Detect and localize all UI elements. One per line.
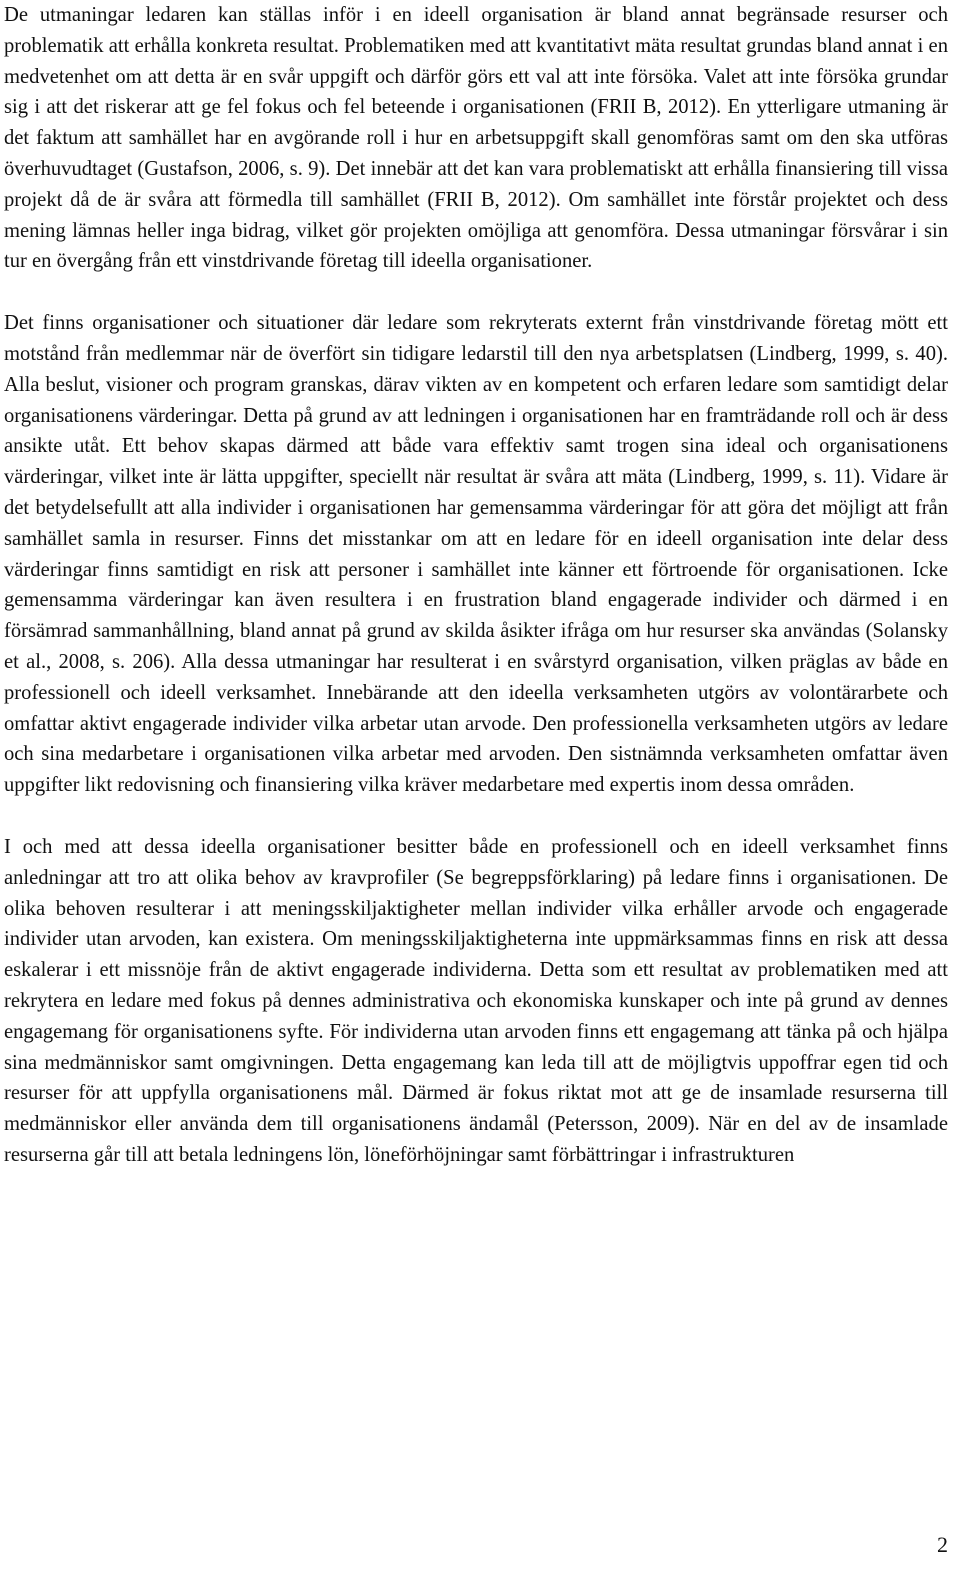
page-number: 2	[937, 1532, 948, 1557]
paragraph-1: De utmaningar ledaren kan ställas inför i en ideell organisation är bland annat begränsade resurser och problematik att erhålla konkreta resultat. Problematiken med att kvantitativt mäta resultat grundas bland annat i en medvetenhet om att detta är en svår uppgift och därför görs ett val att inte försöka. Valet att inte försöka grundar sig i att det riskerar att ge fel fokus och fel beteende i organisationen (FRII B, 2012). En ytterligare utmaning är det faktum att samhället har en avgörande roll i hur en arbetsuppgift skall genomföras samt om den ska utföras överhuvudtaget (Gustafson, 2006, s. 9). Det innebär att det kan vara problematiskt att erhålla finansiering till vissa projekt då de är svåra att förmedla till samhället (FRII B, 2012). Om samhället inte förstår projektet och dess mening lämnas heller inga bidrag, vilket gör projekten omöjliga att genomföra. Dessa utmaningar försvårar i sin tur en övergång från ett vinstdrivande företag till ideella organisationer.	[4, 4, 948, 273]
paragraph-2: Det finns organisationer och situationer där ledare som rekryterats externt från vinstdrivande företag mött ett motstånd från medlemmar när de överfört sin tidigare ledarstil till den nya arbetsplatsen (Lindberg, 1999, s. 40). Alla beslut, visioner och program granskas, därav vikten av en kompetent och erfaren ledare som samtidigt delar organisationens värderingar. Detta på grund av att ledningen i organisationen har en framträdande roll och är dess ansikte utåt. Ett behov skapas därmed att både vara effektiv samt trogen sina ideal och organisationens värderingar, vilket inte är lätta uppgifter, speciellt när resultat är svåra att mäta (Lindberg, 1999, s. 11). Vidare är det betydelsefullt att alla individer i organisationen har gemensamma värderingar för att göra det möjligt att från samhället samla in resurser. Finns det misstankar om att en ledare för en ideell organisation inte delar dess värderingar finns samtidigt en risk att personer i samhället inte känner ett förtroende för organisationen. Icke gemensamma värderingar kan även resultera i en frustration bland engagerade individer och därmed i en försämrad sammanhållning, bland annat på grund av skilda åsikter ifråga om hur resurser ska användas (Solansky et al., 2008, s. 206). Alla dessa utmaningar har resulterat i en svårstyrd organisation, vilken präglas av både en professionell och ideell verksamhet. Innebärande att den ideella verksamheten utgörs av volontärarbete och omfattar aktivt engagerade individer vilka arbetar utan arvode. Den professionella verksamheten utgörs av ledare och sina medarbetare i organisationen vilka arbetar med arvoden. Den sistnämnda verksamheten omfattar även uppgifter likt redovisning och finansiering vilka kräver medarbetare med expertis inom dessa områden.	[4, 312, 948, 797]
paragraph-3: I och med att dessa ideella organisationer besitter både en professionell och en ideell verksamhet finns anledningar att tro att olika behov av kravprofiler (Se begreppsförklaring) på ledare finns i organisationen. De olika behoven resulterar i att meningsskiljaktigheter mellan individer vilka erhåller arvode och engagerade individer utan arvoden, kan existera. Om meningsskiljaktigheterna inte uppmärksammas finns en risk att dessa eskalerar i ett missnöje från de aktivt engagerade individerna. Detta som ett resultat av problematiken med att rekrytera en ledare med fokus på dennes administrativa och ekonomiska kunskaper och inte på grund av dennes engagemang för organisationens syfte. För individerna utan arvoden finns ett engagemang att tänka på och hjälpa sina medmänniskor samt omgivningen. Detta engagemang kan leda till att de möjligtvis uppoffrar egen tid och resurser för att uppfylla organisationens mål. Därmed är fokus riktat mot att ge de insamlade resurserna till medmänniskor eller använda dem till organisationens ändamål (Petersson, 2009). När en del av de insamlade resurserna går till att betala ledningens lön, löneförhöjningar samt förbättringar i infrastrukturen	[4, 835, 948, 1166]
document-page	[4, 0, 948, 1171]
